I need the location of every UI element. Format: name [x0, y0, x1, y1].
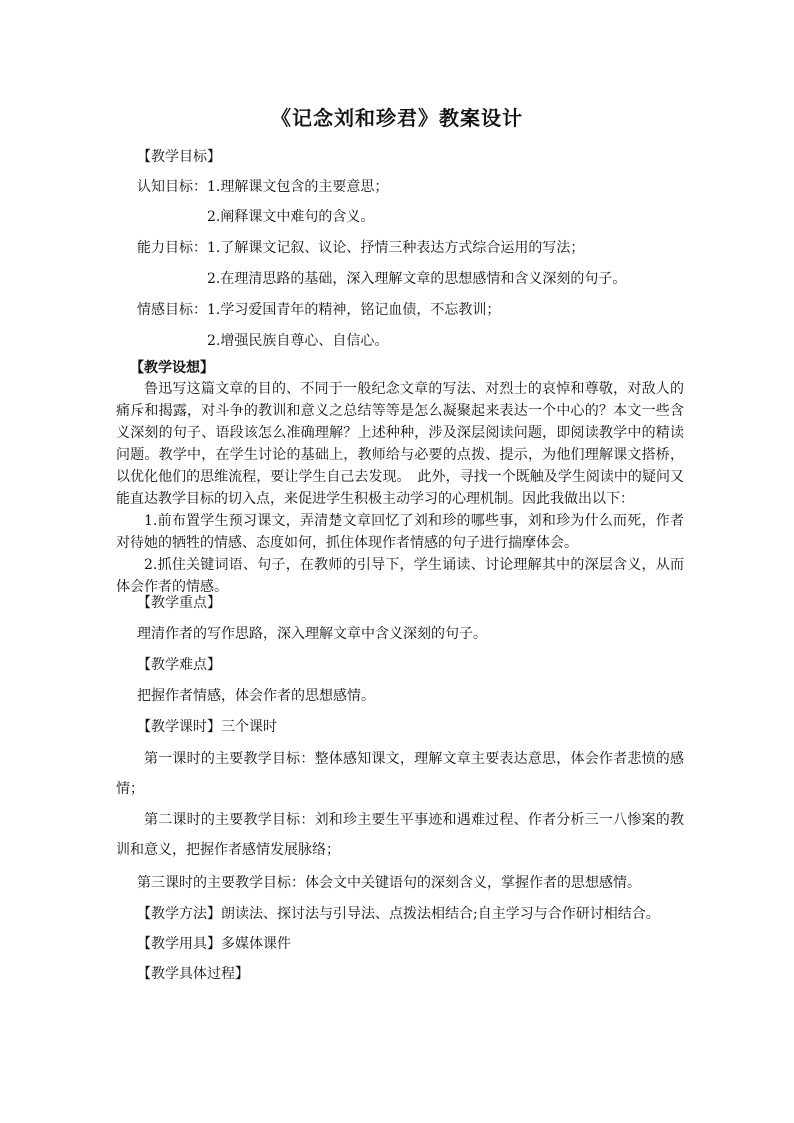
emotion-item-2: 2.增强民族自尊心、自信心。	[207, 333, 389, 349]
lesson-second: 第二课时的主要教学目标：刘和珍主要生平事迹和遇难过程、作者分析三一八惨案的教训和意义，把握作者感情发展脉络；	[116, 812, 684, 858]
cognitive-objective	[137, 176, 388, 198]
methods-line	[137, 903, 660, 925]
emotion-item-1: 1.学习爱国青年的精神，铭记血债，不忘教训；	[207, 302, 501, 318]
lesson-first: 第一课时的主要教学目标：整体感知课文，理解文章主要表达意思，体会作者悲愤的感情；	[116, 751, 684, 797]
ability-objective	[137, 237, 584, 259]
lesson-third: 第三课时的主要教学目标：体会文中关键语句的深刻含义，掌握作者的思想感情。	[137, 875, 641, 891]
focus-body: 理清作者的写作思路，深入理解文章中含义深刻的句子。	[137, 626, 487, 642]
concept-body: 鲁迅写这篇文章的目的、不同于一般纪念文章的写法、对烈士的哀悼和尊敬，对敌人的痛斥和揭露，对斗争的教训和意义之总结等等是怎么凝聚起来表达一个中心的？本文一些含义深刻的句子、语段该怎么准确理解？上述种种，涉及深层阅读问题，即阅读教学中的精读问题。教学中，在学生讨论的基础上，教师给与必要的点拨、提示，为他们理解课文搭桥，以优化他们的思维流程，要让学生自己去发现。 此外，寻找一个既触及学生阅读中的疑问又能直达教学目标的切入点，来促进学生积极主动学习的心理机制。因此我做出以下：	[116, 381, 684, 507]
concept-heading: 【教学设想】	[130, 360, 214, 376]
concept-item-1: 1.前布置学生预习课文，弄清楚文章回忆了刘和珍的哪些事，刘和珍为什么而死，作者对待她的牺牲的情感、态度如何，抓住体现作者情感的句子进行揣摩体会。	[116, 513, 684, 551]
cognitive-label: 认知目标：	[137, 179, 207, 195]
concept-item-2: 2.抓住关键词语、句子，在教师的引导下，学生诵读、讨论理解其中的深层含义，从而体会作者的情感。	[116, 557, 684, 595]
focus-heading: 【教学重点】	[137, 595, 221, 611]
methods-heading: 【教学方法】	[137, 906, 221, 922]
hours-heading: 【教学课时】	[137, 719, 221, 735]
hours-line	[137, 716, 277, 738]
ability-item-1: 1.了解课文记叙、议论、抒情三种表达方式综合运用的写法；	[207, 240, 585, 256]
tools-heading: 【教学用具】	[137, 936, 221, 952]
process-heading: 【教学具体过程】	[137, 966, 249, 982]
ability-item-2: 2.在理清思路的基础，深入理解文章的思想感情和含义深刻的句子。	[207, 271, 627, 287]
emotion-label: 情感目标：	[137, 302, 207, 318]
ability-label: 能力目标：	[137, 240, 207, 256]
emotion-objective	[137, 299, 500, 321]
tools-value: 多媒体课件	[221, 936, 291, 952]
objectives-heading: 【教学目标】	[137, 149, 221, 165]
page-title: 《记念刘和珍君》教案设计	[271, 106, 523, 130]
cognitive-item-2: 2.阐释课文中难句的含义。	[207, 209, 375, 225]
difficulty-heading: 【教学难点】	[137, 657, 221, 673]
cognitive-item-1: 1.理解课文包含的主要意思；	[207, 179, 389, 195]
hours-value: 三个课时	[221, 719, 277, 735]
tools-line	[137, 933, 291, 955]
methods-value: 朗读法、探讨法与引导法、点拨法相结合;自主学习与合作研讨相结合。	[221, 906, 660, 922]
concept-section	[116, 378, 684, 598]
difficulty-body: 把握作者情感，体会作者的思想感情。	[137, 688, 375, 704]
